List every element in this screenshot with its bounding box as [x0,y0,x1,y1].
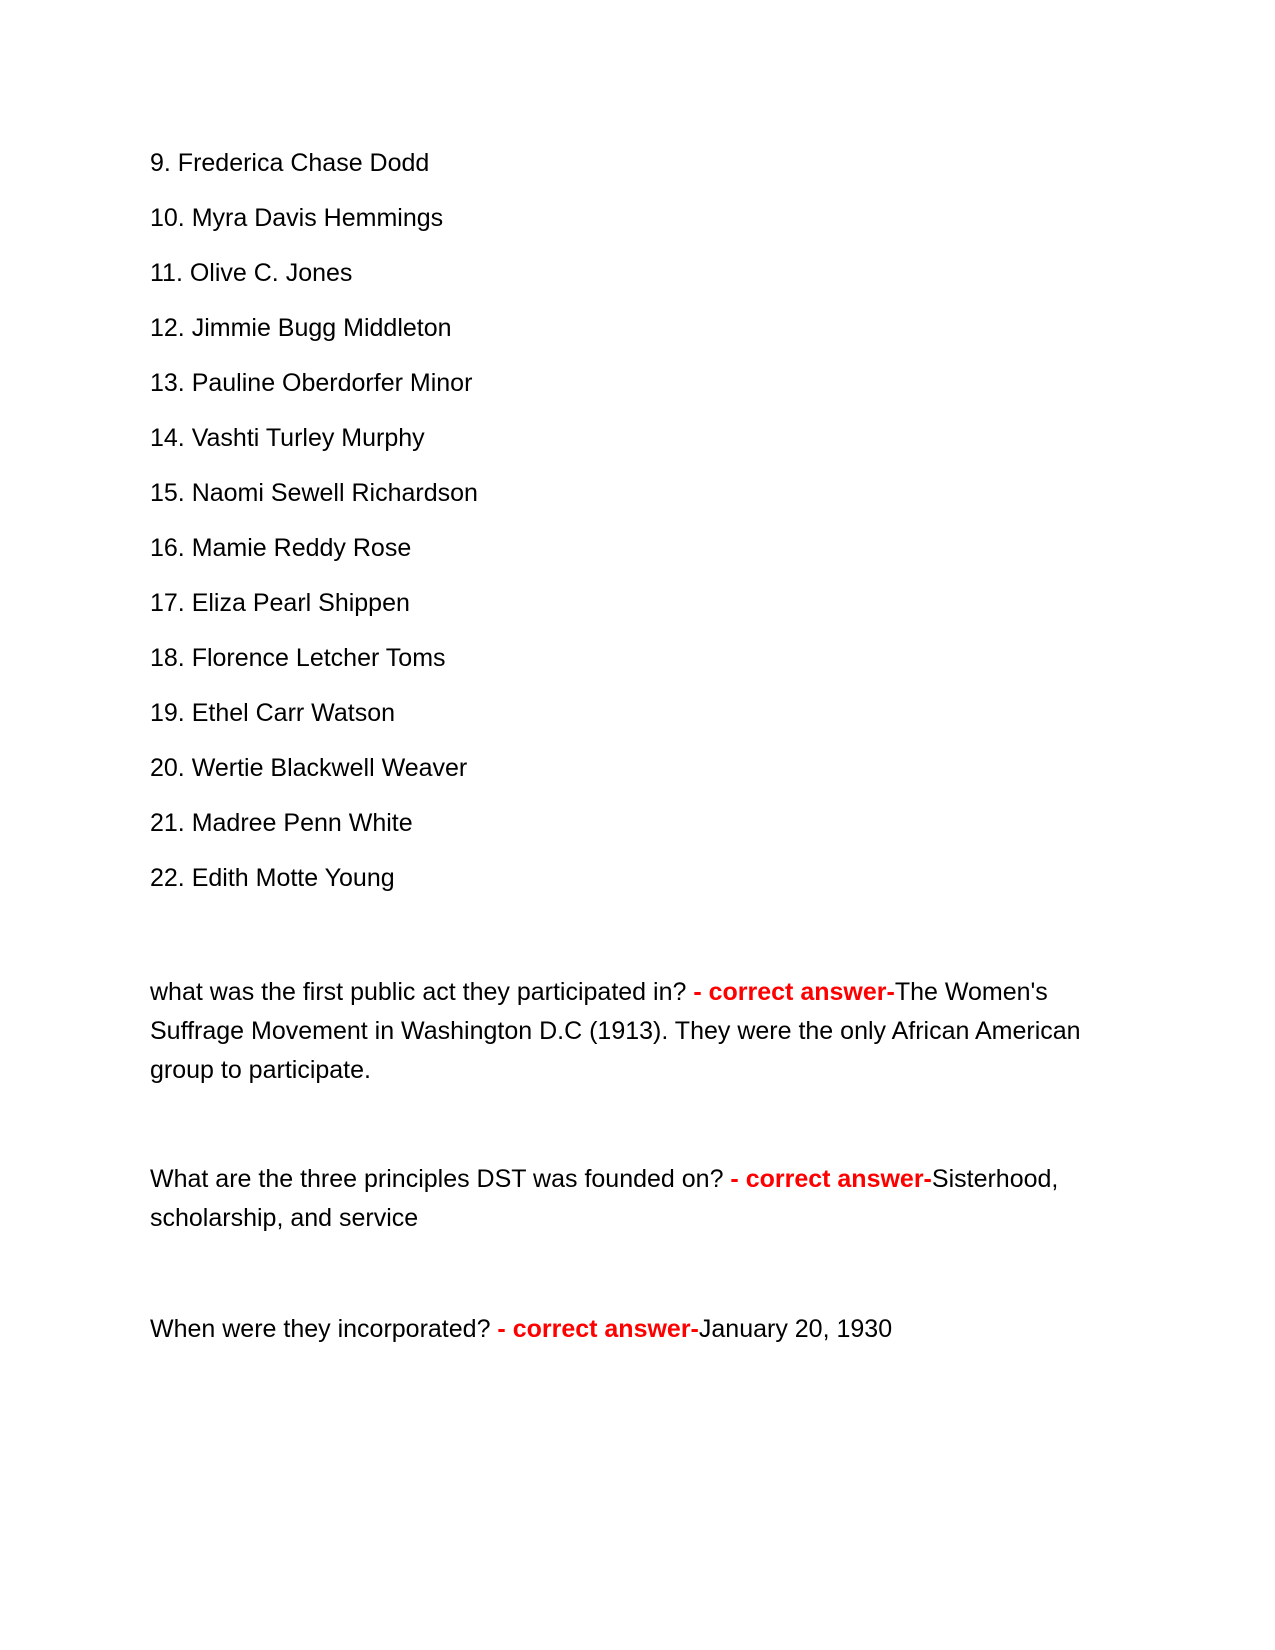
list-item: 9. Frederica Chase Dodd [150,149,430,177]
founders-list [150,148,478,918]
qa-paragraph [150,1310,1130,1349]
question-text: When were they incorporated? [150,1315,498,1343]
question-text: what was the first public act they participated in? [150,978,694,1006]
answer-text: Sisterhood, scholarship, and service [150,1165,1059,1232]
list-item: 19. Ethel Carr Watson [150,699,396,727]
list-item: 17. Eliza Pearl Shippen [150,589,410,617]
document-page [150,0,1130,1650]
answer-text: January 20, 1930 [698,1315,893,1343]
list-item: 10. Myra Davis Hemmings [150,204,444,232]
qa-paragraph [150,973,1130,1090]
list-item: 16. Mamie Reddy Rose [150,534,412,562]
correct-answer-marker: - correct answer- [693,978,895,1006]
list-item: 13. Pauline Oberdorfer Minor [150,369,473,397]
list-item: 11. Olive C. Jones [150,259,353,287]
list-item: 15. Naomi Sewell Richardson [150,479,478,507]
list-item: 20. Wertie Blackwell Weaver [150,754,468,782]
list-item: 12. Jimmie Bugg Middleton [150,314,452,342]
list-item: 21. Madree Penn White [150,809,413,837]
list-item: 22. Edith Motte Young [150,864,395,892]
list-item: 18. Florence Letcher Toms [150,644,446,672]
correct-answer-marker: - correct answer- [497,1315,699,1343]
answer-text: The Women's Suffrage Movement in Washington D.C (1913). They were the only African American group to participate. [150,978,1081,1084]
qa-paragraph [150,1160,1130,1238]
correct-answer-marker: - correct answer- [730,1165,932,1193]
list-item: 14. Vashti Turley Murphy [150,424,425,452]
question-text: What are the three principles DST was founded on? [150,1165,731,1193]
